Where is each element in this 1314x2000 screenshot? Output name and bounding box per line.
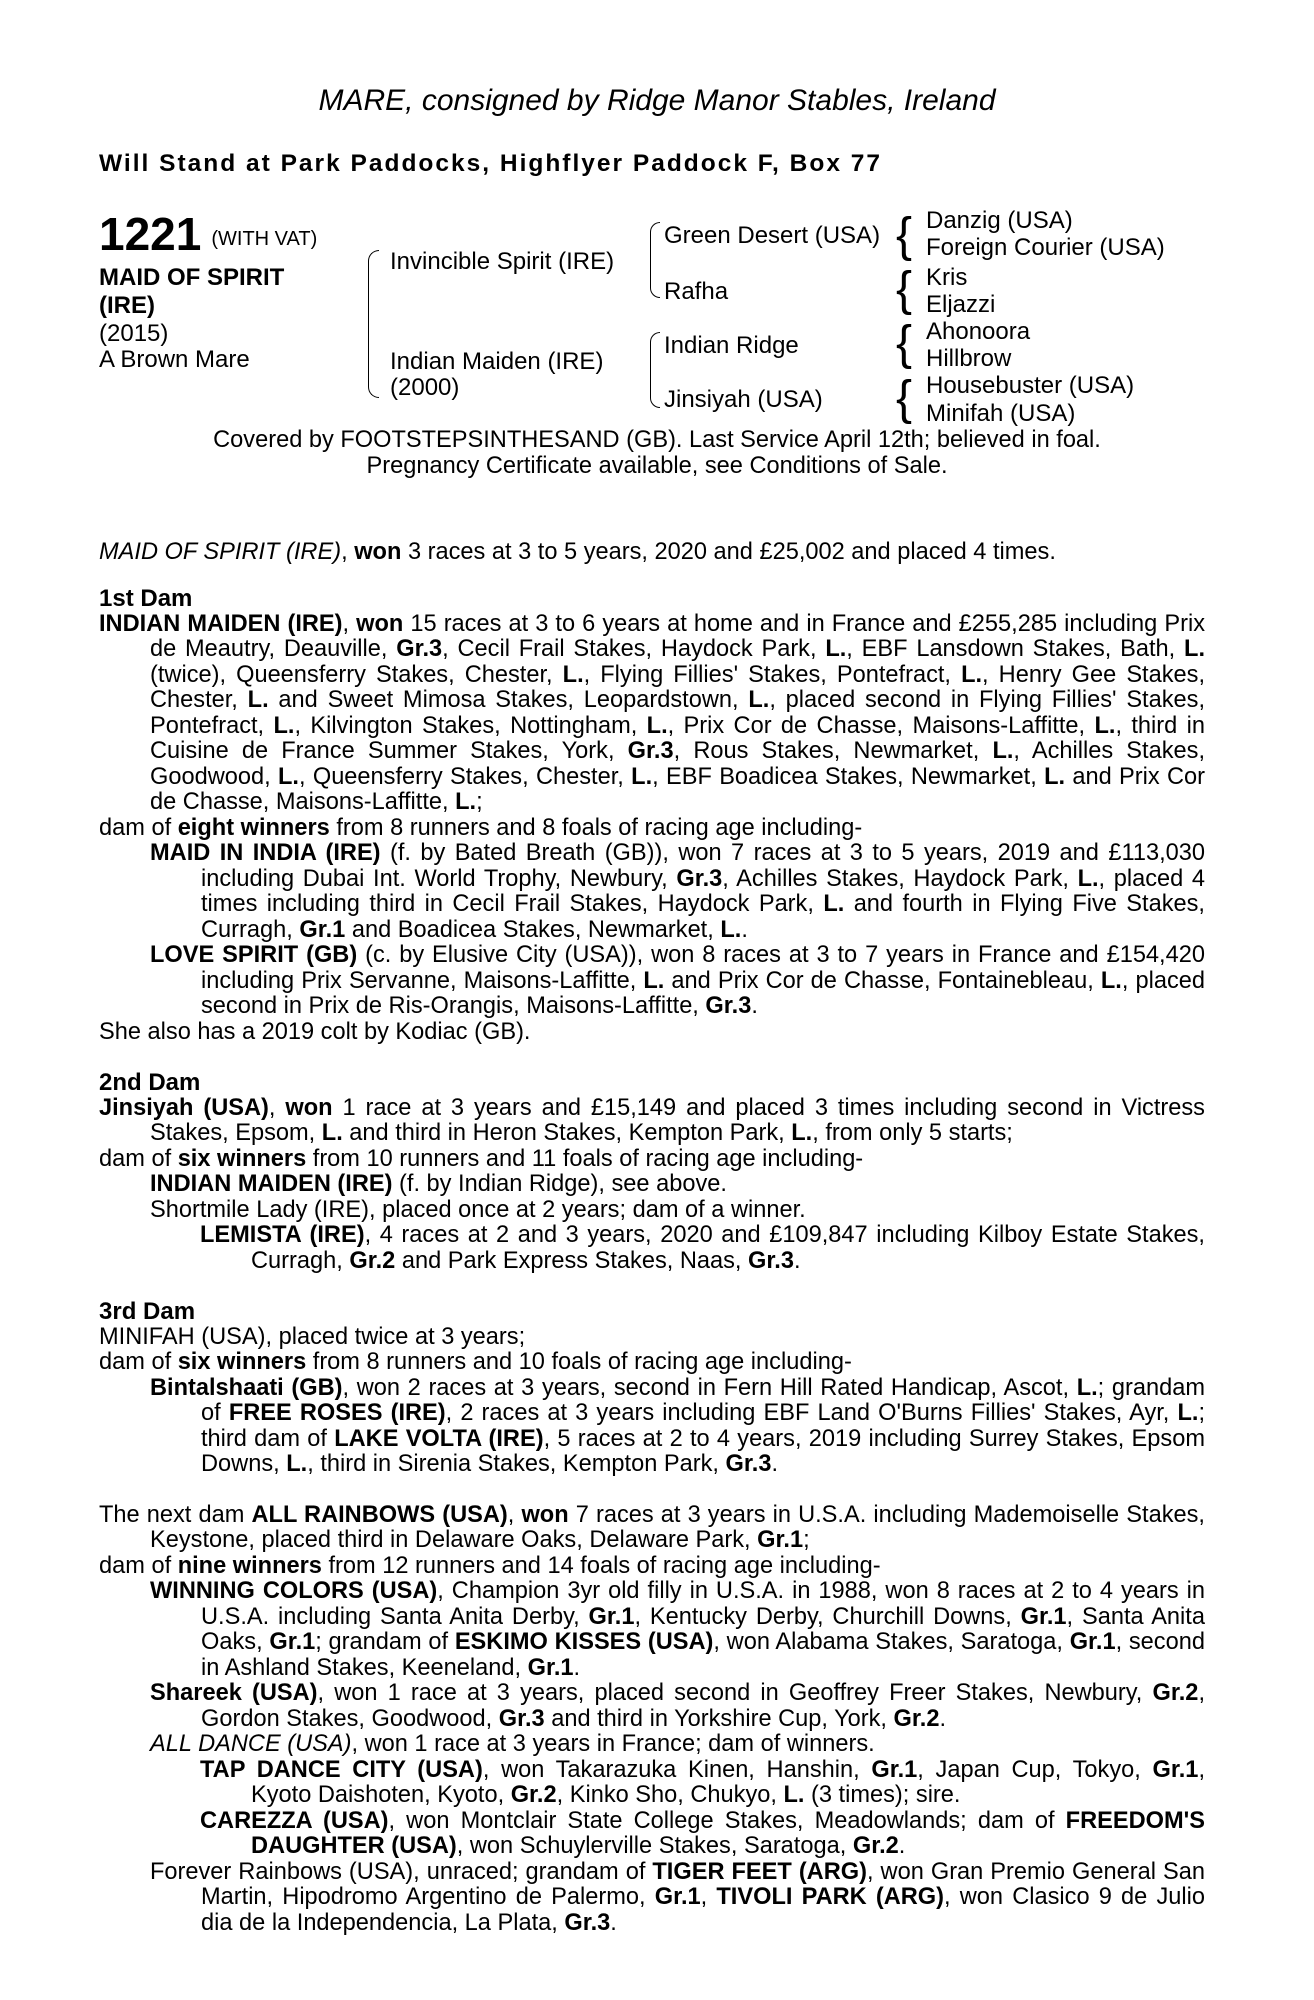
brace-3: { [896,317,913,370]
text-run: . [771,1451,779,1477]
bold-text: L. [455,789,477,815]
first-dam-produce-2 [99,943,1205,1020]
text-run: , won Gran Premio General San Martin, Hipodromo Argentino de Palermo, [201,1858,1205,1910]
text-run: ; third dam of [201,1400,1206,1452]
text-run: ; grandam of [201,1374,1205,1426]
text-run: , 2 races at 3 years including EBF Land O'Burns Fillies' Stakes, Ayr, [445,1400,1178,1426]
text-run: , Prix Cor de Chasse, Maisons-Laffitte, [667,712,1095,739]
text-run: , third in Sirenia Stakes, Kempton Park, [307,1451,726,1477]
lot-number-value: 1221 [99,208,202,260]
bold-text: L. [992,738,1014,764]
pedigree-sire-sire: Green Desert (USA) [664,222,881,249]
bold-text: eight winners [177,814,330,841]
text-run: and Prix Cor de Chasse, Fontainebleau, [664,967,1101,994]
text-run: (twice), Queensferry Stakes, Chester, [150,661,563,688]
text-run: , Kyoto Daishoten, Kyoto, [251,1756,1205,1808]
bold-text: TIGER FEET (ARG) [652,1858,867,1885]
pedigree-ggp-8: Minifah (USA) [926,400,1076,427]
bold-text: Gr.2 [1152,1680,1199,1706]
text-run: (f. by Bated Breath (GB)), won 7 races at 3 to 5 years, 2019 and £113,030 including Dubai Int. World Trophy, Newbury, [201,840,1205,892]
text-run: . [898,1833,906,1859]
text-run: and Sweet Mimosa Stakes, Leopardstown, [268,687,749,713]
text-run: The next dam [99,1501,252,1528]
text-run: , second in Ashland Stakes, Keeneland, [201,1629,1205,1681]
bold-text: TAP DANCE CITY (USA) [200,1756,483,1783]
bold-text: L. [643,967,665,994]
bold-text: Gr.3 [705,993,752,1019]
first-dam-also: She also has a 2019 colt by Kodiac (GB). [99,1018,531,1045]
text-run: , Champion 3yr old filly in U.S.A. in 1988, won 8 races at 2 to 4 years in U.S.A. including Santa Anita Derby, [201,1578,1205,1630]
second-dam-produce-2: Shortmile Lady (IRE), placed once at 2 years; dam of a winner. [150,1196,806,1223]
text-run: , won Montclair State College Stakes, Meadowlands; dam of [388,1807,1066,1834]
bold-text: INDIAN MAIDEN (IRE) [99,610,343,637]
brace-1: { [896,209,913,262]
second-dam-record: Jinsiyah (USA), won 1 race at 3 years and £15,149 and placed 3 times including second in Victress Stakes, Epsom, L. and third in Heron Stakes, Kempton Park, L., from only 5 starts; [99,1094,1205,1146]
covered-line: Covered by FOOTSTEPSINTHESAND (GB). Last Service April 12th; believed in foal. [213,427,1101,453]
bold-text: Gr.2 [510,1782,557,1808]
text-run: 7 races at 3 years in U.S.A. including Mademoiselle Stakes, Keystone, placed third in Delaware Oaks, Delaware Park, [150,1501,1205,1553]
horse-description: A Brown Mare [99,346,250,373]
bold-text: won [356,610,404,637]
third-dam-heading: 3rd Dam [99,1298,196,1325]
bold-text: L. [1077,865,1099,892]
text-run: , 4 races at 2 and 3 years, 2020 and £109,847 including Kilboy Estate Stakes, Curragh, [251,1222,1205,1274]
first-dam-record: INDIAN MAIDEN (IRE), won 15 races at 3 to 6 years at home and in France and £255,285 including Prix de Meautry, Deauville, Gr.3, Cecil Frail Stakes, Haydock Park, L., EBF Lansdown Stakes, Bath, L. (twice), Queensferry Stakes, Chester, L., Flying Fillies' Stakes, Pontefract, L., Henry Gee Stakes, Chester, L. and Sweet Mimosa Stakes, Leopardstown, L., placed second in Flying Fillies' Stakes, Pontefract, L., Kilvington Stakes, Nottingham, L., Prix Cor de Chasse, Maisons-Laffitte, L., third in Cuisine de France Summer Stakes, York, Gr.3, Rous Stakes, Newmarket, L., Achilles Stakes, Goodwood, L., Queensferry Stakes, Chester, L., EBF Boadicea Stakes, Newmarket, L. and Prix Cor de Chasse, Maisons-Laffitte, L.; [99,610,1206,815]
bold-text: Gr.3 [396,636,443,662]
text-run: and fourth in Flying Five Stakes, Curragh, [201,891,1205,943]
bold-text: Gr.3 [498,1705,545,1732]
bold-text: L. [823,891,845,917]
text-run: dam of [99,1145,178,1172]
text-run: . [939,1705,947,1732]
text-run: , Rous Stakes, Newmarket, [673,738,993,764]
text-run: dam of [99,814,178,841]
lot-number [99,208,318,260]
bold-text: Gr.1 [654,1884,701,1910]
bold-text: won [354,539,402,565]
pedigree-ggp-3: Kris [926,264,968,291]
bold-text: ALL RAINBOWS (USA) [251,1501,508,1528]
text-run: , Japan Cup, Tokyo, [917,1756,1153,1783]
text-run: , Achilles Stakes, Goodwood, [150,738,1205,790]
text-run: , won 1 race at 3 years, placed second in Geoffrey Freer Stakes, Newbury, [317,1680,1153,1706]
bold-text: L. [748,687,770,713]
text-run: , placed second in Flying Fillies' Stakes, Pontefract, [150,687,1206,739]
pedigree-ggp-1: Danzig (USA) [926,207,1073,234]
pedigree-ggp-7: Housebuster (USA) [926,372,1135,399]
second-dam-heading: 2nd Dam [99,1069,201,1096]
text-run: , Santa Anita Oaks, [201,1603,1205,1655]
first-dam-produce-line [99,816,1205,842]
vat-note: (WITH VAT) [211,228,318,250]
text-run: , won Takarazuka Kinen, Hanshin, [482,1756,872,1783]
bold-text: Gr.2 [852,1833,899,1859]
bold-text: TIVOLI PARK (ARG) [716,1884,945,1910]
bold-text: Gr.3 [748,1247,794,1274]
bold-text: MAID IN INDIA (IRE) [150,840,381,866]
bold-text: FREEDOM'S DAUGHTER (USA) [251,1807,1205,1859]
third-dam-produce-line [99,1350,1205,1376]
text-run: , Gordon Stakes, Goodwood, [201,1680,1205,1732]
bold-text: L. [1100,967,1122,994]
text-run: 3 races at 3 to 5 years, 2020 and £25,002 and placed 4 times. [401,539,1056,565]
text-run: , Kinko Sho, Chukyo, [556,1782,784,1808]
text-run: , Flying Fillies' Stakes, Pontefract, [583,661,962,688]
bold-text: Gr.3 [564,1909,611,1936]
text-run: . [573,1654,581,1681]
bold-text: L. [791,1120,813,1146]
text-run: from 10 runners and 11 foals of racing age including- [306,1145,864,1172]
first-dam-section [99,552,1205,1936]
next-dam-record: The next dam ALL RAINBOWS (USA), won 7 races at 3 years in U.S.A. including Mademoiselle Stakes, Keystone, placed third in Delaware Oaks, Delaware Park, Gr.1; [99,1501,1205,1553]
bold-text: Bintalshaati (GB) [150,1374,343,1401]
text-run: and third in Yorkshire Cup, York, [544,1705,894,1732]
next-dam-produce-2 [99,1681,1205,1732]
second-dam-produce-1 [99,1172,1205,1198]
bold-text: LEMISTA (IRE) [200,1222,365,1248]
bold-text: Jinsiyah (USA) [99,1094,269,1121]
text-run: , 5 races at 2 to 4 years, 2019 including Surrey Stakes, Epsom Downs, [201,1425,1205,1477]
text-run: , [700,1884,717,1910]
pedigree-bracket-sire [650,222,660,298]
horse-name-line2: (IRE) [99,292,155,319]
bold-text: L. [961,661,983,688]
text-run: , won Clasico 9 de Julio dia de la Independencia, La Plata, [201,1884,1205,1936]
pregnancy-line: Pregnancy Certificate available, see Conditions of Sale. [366,453,948,479]
bold-text: Gr.3 [676,865,723,892]
second-dam-produce-line [99,1147,1205,1173]
bold-text: Gr.3 [725,1451,772,1477]
bold-text: L. [646,712,668,739]
text-run: ; [803,1527,810,1553]
text-run: and Park Express Stakes, Naas, [395,1247,749,1274]
text-run: , from only 5 starts; [812,1120,1013,1146]
text-run: , placed 4 times including third in Cecil Frail Stakes, Haydock Park, [201,865,1205,917]
text-run: 1 race at 3 years and £15,149 and placed 3 times including second in Victress Stakes, Epsom, [150,1094,1205,1146]
brace-4: { [896,372,913,425]
bold-text: Gr.1 [269,1629,316,1655]
first-dam-heading: 1st Dam [99,585,193,612]
bold-text: Gr.2 [349,1247,396,1274]
text-run: , EBF Boadicea Stakes, Newmarket, [652,763,1045,790]
bold-text: L. [1076,1374,1098,1401]
text-run: from 8 runners and 8 foals of racing age including- [329,814,863,841]
pedigree-dam-sire: Indian Ridge [664,332,799,359]
text-run: , placed second in Prix de Ris-Orangis, Maisons-Laffitte, [201,967,1205,1019]
text-run: and Boadicea Stakes, Newmarket, [345,916,721,943]
pedigree-sire: Invincible Spirit (IRE) [390,248,615,275]
brace-2: { [896,263,913,316]
pedigree-dam-year: (2000) [390,374,460,401]
text-run: dam of [99,1349,178,1375]
text-run: 15 races at 3 to 6 years at home and in France and £255,285 including Prix de Meautry, Deauville, [150,610,1205,662]
third-dam-record: MINIFAH (USA), placed twice at 3 years; [99,1323,526,1350]
bold-text: LOVE SPIRIT (GB) [150,942,358,968]
second-dam-produce-3 [99,1223,1205,1274]
text-run: (c. by Elusive City (USA)), won 8 races at 3 to 7 years in France and £154,420 including Prix Servanne, Maisons-Laffitte, [201,942,1205,994]
bold-text: L. [1044,763,1066,790]
pedigree-bracket-dam [650,332,660,408]
bold-text: Shareek (USA) [150,1680,318,1706]
third-dam-produce-1 [99,1376,1205,1478]
pedigree-sire-dam: Rafha [664,278,729,305]
bold-text: L. [1177,1400,1199,1426]
bold-text: Gr.1 [1020,1603,1067,1630]
bold-text: L. [247,687,269,713]
bold-text: L. [1094,712,1116,739]
bold-text: Gr.2 [893,1705,940,1732]
bold-text: FREE ROSES (IRE) [228,1400,446,1426]
text-run: ; grandam of [315,1629,455,1655]
bold-text: six winners [177,1349,307,1375]
text-run: . [751,993,758,1019]
bold-text: L. [631,763,653,790]
text-run: and third in Heron Stakes, Kempton Park, [342,1120,792,1146]
text-run: , won 2 races at 3 years, second in Fern Hill Rated Handicap, Ascot, [342,1374,1077,1401]
bold-text: WINNING COLORS (USA) [150,1578,438,1604]
text-run: from 12 runners and 14 foals of racing age including- [321,1552,881,1579]
bold-text: won [521,1501,569,1528]
text-run: , EBF Lansdown Stakes, Bath, [846,636,1185,662]
bold-text: CAREZZA (USA) [200,1807,389,1834]
horse-year: (2015) [99,320,169,347]
race-summary: MAID OF SPIRIT (IRE), won 3 races at 3 to 5 years, 2020 and £25,002 and placed 4 times. [99,539,1056,565]
text-run: . [793,1247,801,1274]
text-run: dam of [99,1552,178,1579]
bold-text: six winners [177,1145,307,1172]
pedigree-ggp-2: Foreign Courier (USA) [926,234,1165,261]
bold-text: Gr.1 [757,1527,804,1553]
bold-text: INDIAN MAIDEN (IRE) [150,1171,393,1197]
text-run: , Kentucky Derby, Churchill Downs, [634,1603,1021,1630]
bold-text: L. [720,916,742,943]
text-run: , won 1 race at 3 years in France; dam of winners. [351,1731,875,1757]
bold-text: LAKE VOLTA (IRE) [334,1425,544,1452]
text-run: , won Alabama Stakes, Saratoga, [713,1629,1070,1655]
next-dam-produce-5 [99,1809,1205,1860]
bold-text: L. [286,1451,308,1477]
bold-text: L. [321,1120,343,1146]
bold-text: Gr.1 [1069,1629,1116,1655]
italic-text: ALL DANCE (USA) [150,1731,352,1757]
bold-text: ESKIMO KISSES (USA) [454,1629,714,1655]
next-dam-produce-line [99,1554,1205,1580]
pedigree-ggp-5: Ahonoora [926,318,1031,345]
pedigree-ggp-6: Hillbrow [926,345,1012,372]
bold-text: L. [562,661,584,688]
bold-text: won [285,1094,333,1121]
bold-text: L. [273,712,295,739]
consignor-line: MARE, consigned by Ridge Manor Stables, Ireland [318,84,996,117]
text-run: , Kilvington Stakes, Nottingham, [294,712,647,739]
text-run: , won Schuylerville Stakes, Saratoga, [456,1833,853,1859]
bold-text: L. [1184,636,1205,662]
text-run: (f. by Indian Ridge), see above. [392,1171,727,1197]
bold-text: Gr.3 [627,738,674,764]
pedigree-dam-dam: Jinsiyah (USA) [664,386,823,413]
text-run: , Cecil Frail Stakes, Haydock Park, [442,636,826,662]
text-run: Forever Rainbows (USA), unraced; grandam of [150,1858,653,1885]
next-dam-produce-6 [99,1860,1205,1937]
text-run: ; [476,789,483,815]
text-run: . [610,1909,617,1936]
next-dam-produce-1 [99,1579,1205,1681]
bold-text: L. [278,763,299,790]
stand-line: Will Stand at Park Paddocks, Highflyer Paddock F, Box 77 [99,150,882,177]
text-run: and Prix Cor de Chasse, Maisons-Laffitte, [150,763,1205,815]
pedigree-bracket-main [368,250,379,398]
bold-text: Gr.1 [871,1756,918,1783]
bold-text: Gr.1 [1152,1756,1199,1783]
text-run: , Achilles Stakes, Haydock Park, [722,865,1078,892]
bold-text: nine winners [177,1552,322,1579]
bold-text: Gr.1 [527,1654,574,1681]
text-run: . [741,916,748,943]
summary-horse-name: MAID OF SPIRIT (IRE) [99,539,342,565]
bold-text: L. [825,636,847,662]
bold-text: L. [783,1782,805,1808]
next-dam-produce-4 [99,1758,1205,1809]
horse-name-line1: MAID OF SPIRIT [99,264,285,291]
pedigree-ggp-4: Eljazzi [926,291,996,318]
text-run: from 8 runners and 10 foals of racing age including- [306,1349,852,1375]
pedigree-dam: Indian Maiden (IRE) [390,348,604,375]
text-run: , third in Cuisine de France Summer Stakes, York, [150,712,1205,764]
first-dam-produce-1 [99,841,1205,943]
bold-text: Gr.1 [588,1603,635,1630]
text-run: (3 times); sire. [804,1782,961,1808]
text-run: , Henry Gee Stakes, Chester, [150,661,1206,713]
next-dam-produce-3 [99,1732,1205,1758]
text-run: , Queensferry Stakes, Chester, [298,763,632,790]
bold-text: Gr.1 [299,916,346,943]
